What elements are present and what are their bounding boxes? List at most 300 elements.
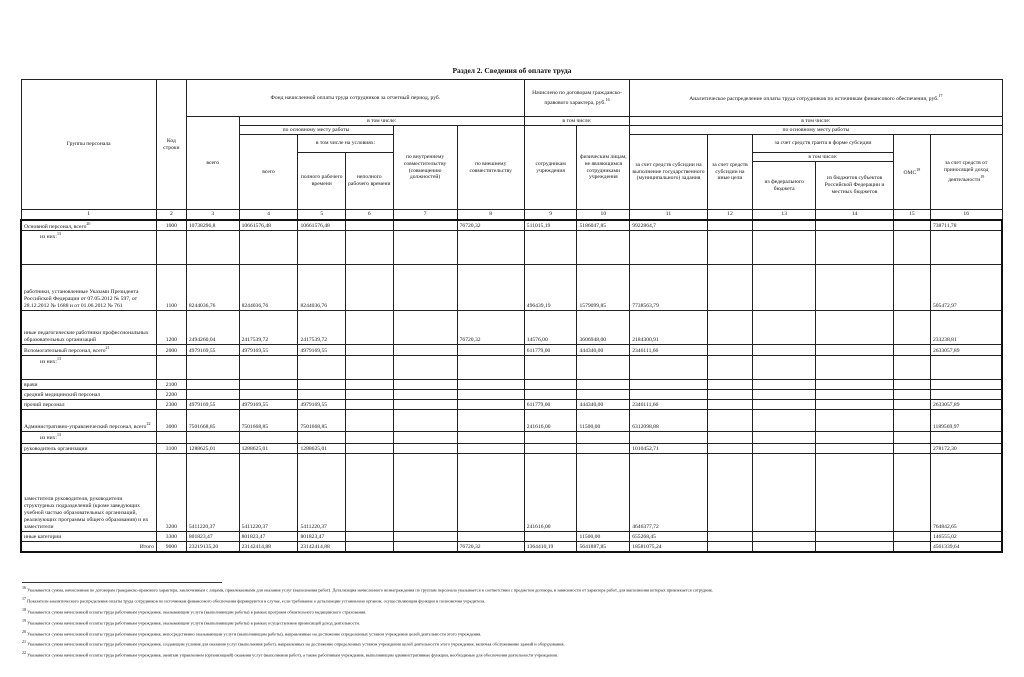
cell-col-3: 4979169,55 bbox=[186, 345, 239, 356]
cell-col-13 bbox=[753, 542, 816, 552]
header-analytic: Аналитическое распределение оплаты труда сотрудников по источникам финансового обеспечения, руб.$^{17}$ bbox=[630, 80, 1002, 117]
row-code: 2200 bbox=[156, 390, 186, 400]
cell-col-6 bbox=[346, 410, 394, 432]
table-row bbox=[21, 356, 1002, 380]
cell-col-4: 7501668,85 bbox=[239, 410, 298, 432]
cell-col-7 bbox=[393, 400, 457, 410]
cell-col-3 bbox=[186, 432, 239, 444]
table-row bbox=[21, 390, 1002, 400]
cell-col-15 bbox=[893, 454, 930, 532]
header-groups: Группы персонала bbox=[21, 80, 156, 210]
cell-col-6 bbox=[346, 400, 394, 410]
header-part-time: неполного рабочего времени bbox=[346, 153, 394, 210]
row-label: иные педагогические работники профессиональных образовательных организаций bbox=[21, 311, 156, 345]
column-number: 11 bbox=[630, 210, 708, 220]
cell-col-5: 4979169,55 bbox=[298, 345, 346, 356]
cell-col-12 bbox=[707, 542, 752, 552]
cell-col-5 bbox=[298, 390, 346, 400]
row-label: средний медицинский персонал bbox=[21, 390, 156, 400]
cell-col-4: 4979169,55 bbox=[239, 400, 298, 410]
cell-col-14 bbox=[816, 265, 894, 311]
cell-col-12 bbox=[707, 345, 752, 356]
row-label: врачи bbox=[21, 380, 156, 390]
header-code: Код строки bbox=[156, 80, 186, 210]
cell-col-14 bbox=[816, 311, 894, 345]
cell-col-3: 801823,47 bbox=[186, 532, 239, 542]
row-label: из них:$^{13}$ bbox=[21, 432, 156, 444]
cell-col-16 bbox=[930, 390, 1002, 400]
table-row bbox=[21, 444, 1002, 454]
cell-col-7 bbox=[393, 542, 457, 552]
footnote: $^{18}$ Указывается сумма начисленной оплаты труда работникам учреждения, оказывающим услуги (выполняющим работы) в рамках программ обязательного медицинского страхования. bbox=[22, 606, 367, 615]
cell-col-16 bbox=[930, 432, 1002, 444]
header-incl: в том числе: bbox=[239, 117, 524, 126]
cell-col-4 bbox=[239, 390, 298, 400]
cell-col-16: 505472,97 bbox=[930, 265, 1002, 311]
cell-col-13 bbox=[753, 444, 816, 454]
column-numbers-row bbox=[21, 210, 1002, 220]
cell-col-15 bbox=[893, 220, 930, 231]
cell-col-3 bbox=[186, 380, 239, 390]
cell-col-10: 11500,00 bbox=[577, 532, 630, 542]
column-number: 9 bbox=[524, 210, 577, 220]
header-federal: из федерального бюджета bbox=[753, 162, 816, 210]
footnote: $^{22}$ Указывается сумма начисленной оплаты труда работникам учреждения, занятым управлением (организацией) оказания услуг (выполнения работ), а также работникам учреждения, выполняющим административные функции, необходимые для обеспечения деятельности учреждения. bbox=[22, 650, 558, 658]
cell-col-11: 2346111,66 bbox=[630, 345, 708, 356]
cell-col-11 bbox=[630, 390, 708, 400]
cell-col-6 bbox=[346, 532, 394, 542]
cell-col-7 bbox=[393, 220, 457, 231]
cell-col-16: 764842,65 bbox=[930, 454, 1002, 532]
cell-col-10 bbox=[577, 432, 630, 444]
cell-col-13 bbox=[753, 231, 816, 265]
cell-col-10: 444340,00 bbox=[577, 345, 630, 356]
cell-col-5: 2417539,72 bbox=[298, 311, 346, 345]
cell-col-3: 2494260,04 bbox=[186, 311, 239, 345]
footnote: $^{16}$ Указывается сумма, начисленная по договорам гражданско-правового характера, заключенным с лицами, привлекаемыми для оказания услуг (выполнения работ). Детализация начисленного вознаграждения по группам персонала указывается в соответствии с предметом договора, в зависимости от характера работ, для выполнения которых привлекается сотрудник. bbox=[22, 585, 714, 593]
row-code: 2300 bbox=[156, 400, 186, 410]
header-incl-3: в том числе: bbox=[630, 117, 1002, 126]
cell-col-11: 4646377,72 bbox=[630, 454, 708, 532]
cell-col-11 bbox=[630, 231, 708, 265]
cell-col-7 bbox=[393, 390, 457, 400]
cell-col-9 bbox=[524, 231, 577, 265]
cell-col-15 bbox=[893, 345, 930, 356]
cell-col-9 bbox=[524, 380, 577, 390]
cell-col-4: 23142414,88 bbox=[239, 542, 298, 552]
cell-col-6 bbox=[346, 380, 394, 390]
cell-col-16: 738711,78 bbox=[930, 220, 1002, 231]
cell-col-3 bbox=[186, 356, 239, 380]
column-number: 1 bbox=[21, 210, 156, 220]
column-number: 13 bbox=[753, 210, 816, 220]
cell-col-6 bbox=[346, 220, 394, 231]
cell-col-6 bbox=[346, 265, 394, 311]
header-total-main: всего bbox=[239, 135, 298, 210]
header-internal: по внутреннему совместительству (совмещению должностей) bbox=[393, 126, 457, 210]
cell-col-9: 241616,00 bbox=[524, 454, 577, 532]
cell-col-6 bbox=[346, 454, 394, 532]
cell-col-14 bbox=[816, 410, 894, 432]
cell-col-10 bbox=[577, 390, 630, 400]
cell-col-11: 1010452,71 bbox=[630, 444, 708, 454]
cell-col-12 bbox=[707, 380, 752, 390]
table-row bbox=[21, 265, 1002, 311]
cell-col-9 bbox=[524, 356, 577, 380]
cell-col-16 bbox=[930, 356, 1002, 380]
salary-table bbox=[20, 79, 1003, 553]
row-code: 9000 bbox=[156, 542, 186, 552]
cell-col-14 bbox=[816, 231, 894, 265]
cell-col-6 bbox=[346, 390, 394, 400]
cell-col-12 bbox=[707, 432, 752, 444]
row-label: из них:$^{13}$ bbox=[21, 356, 156, 380]
header-grant: за счет средств гранта в форме субсидии bbox=[753, 135, 894, 153]
cell-col-8 bbox=[457, 345, 524, 356]
cell-col-14 bbox=[816, 390, 894, 400]
cell-col-13 bbox=[753, 432, 816, 444]
cell-col-8: 76720,32 bbox=[457, 311, 524, 345]
header-full-time: полного рабочего времени bbox=[298, 153, 346, 210]
cell-col-5: 10661576,48 bbox=[298, 220, 346, 231]
cell-col-7 bbox=[393, 231, 457, 265]
cell-col-3: 10738296,8 bbox=[186, 220, 239, 231]
column-number: 2 bbox=[156, 210, 186, 220]
cell-col-11 bbox=[630, 356, 708, 380]
cell-col-4: 4979169,55 bbox=[239, 345, 298, 356]
header-total: всего bbox=[186, 117, 239, 210]
section-title: Раздел 2. Сведения об оплате труда bbox=[452, 66, 572, 75]
cell-col-15 bbox=[893, 410, 930, 432]
footnotes bbox=[22, 582, 1002, 661]
cell-col-5 bbox=[298, 380, 346, 390]
cell-col-9: 511015,19 bbox=[524, 220, 577, 231]
cell-col-8: 76720,32 bbox=[457, 220, 524, 231]
cell-col-8 bbox=[457, 356, 524, 380]
cell-col-11: 7738563,79 bbox=[630, 265, 708, 311]
cell-col-9: 611779,00 bbox=[524, 345, 577, 356]
cell-col-7 bbox=[393, 265, 457, 311]
cell-col-4 bbox=[239, 432, 298, 444]
table-row bbox=[21, 532, 1002, 542]
cell-col-5: 7501668,85 bbox=[298, 410, 346, 432]
cell-col-8 bbox=[457, 390, 524, 400]
row-code: 3000 bbox=[156, 410, 186, 432]
row-code: 3300 bbox=[156, 532, 186, 542]
cell-col-4 bbox=[239, 231, 298, 265]
cell-col-7 bbox=[393, 410, 457, 432]
cell-col-14 bbox=[816, 356, 894, 380]
row-label: иные категории bbox=[21, 532, 156, 542]
column-number: 16 bbox=[930, 210, 1002, 220]
cell-col-9 bbox=[524, 390, 577, 400]
header-main-place-2: по основному месту работы bbox=[630, 126, 1002, 135]
cell-col-6 bbox=[346, 542, 394, 552]
cell-col-7 bbox=[393, 432, 457, 444]
cell-col-10 bbox=[577, 356, 630, 380]
cell-col-3: 23219135,20 bbox=[186, 542, 239, 552]
cell-col-10: 1579099,85 bbox=[577, 265, 630, 311]
cell-col-16: 4561339,64 bbox=[930, 542, 1002, 552]
table-row bbox=[21, 345, 1002, 356]
cell-col-8 bbox=[457, 400, 524, 410]
cell-col-14 bbox=[816, 220, 894, 231]
row-code bbox=[156, 231, 186, 265]
footnote-separator bbox=[22, 582, 222, 583]
cell-col-14 bbox=[816, 532, 894, 542]
cell-col-5: 23142414,88 bbox=[298, 542, 346, 552]
cell-col-4: 8244036,76 bbox=[239, 265, 298, 311]
cell-col-10 bbox=[577, 380, 630, 390]
footnote: $^{20}$ Указывается сумма начисленной оплаты труда работникам учреждения, непосредственно оказывающим услуги (выполняющим работы), направленные на достижение определенных уставом учреждения целей деятельности этого учреждения. bbox=[22, 628, 482, 636]
cell-col-4: 10661576,48 bbox=[239, 220, 298, 231]
cell-col-13 bbox=[753, 220, 816, 231]
cell-col-16: 2633057,89 bbox=[930, 400, 1002, 410]
cell-col-10: 5641887,85 bbox=[577, 542, 630, 552]
header-fund: Фонд начисленной оплаты труда сотрудников за отчетный период, руб. bbox=[186, 80, 524, 117]
cell-col-15 bbox=[893, 380, 930, 390]
row-label: руководитель организации bbox=[21, 444, 156, 454]
cell-col-15 bbox=[893, 231, 930, 265]
cell-col-14 bbox=[816, 454, 894, 532]
table-row bbox=[21, 231, 1002, 265]
cell-col-4: 5411220,37 bbox=[239, 454, 298, 532]
cell-col-5 bbox=[298, 356, 346, 380]
cell-col-4 bbox=[239, 380, 298, 390]
cell-col-4 bbox=[239, 356, 298, 380]
cell-col-8 bbox=[457, 432, 524, 444]
cell-col-7 bbox=[393, 311, 457, 345]
header-regional: из бюджетов субъектов Российской Федерации и местных бюджетов bbox=[816, 162, 894, 210]
cell-col-3 bbox=[186, 231, 239, 265]
row-code bbox=[156, 356, 186, 380]
header-main-place: по основному месту работы bbox=[239, 126, 393, 135]
cell-col-9 bbox=[524, 432, 577, 444]
cell-col-12 bbox=[707, 265, 752, 311]
cell-col-13 bbox=[753, 345, 816, 356]
footnote: $^{19}$ Указывается сумма начисленной оплаты труда работникам учреждения, оказывающим услуги (выполняющим работы) в рамках осуществления приносящей доход деятельности. bbox=[22, 617, 360, 626]
row-label: из них:$^{13}$ bbox=[21, 231, 156, 265]
cell-col-7 bbox=[393, 454, 457, 532]
cell-col-16: 1189569,97 bbox=[930, 410, 1002, 432]
cell-col-12 bbox=[707, 390, 752, 400]
cell-col-9 bbox=[524, 444, 577, 454]
cell-col-10: 5186047,85 bbox=[577, 220, 630, 231]
row-code: 2100 bbox=[156, 380, 186, 390]
cell-col-8 bbox=[457, 380, 524, 390]
cell-col-12 bbox=[707, 454, 752, 532]
table-row bbox=[21, 311, 1002, 345]
cell-col-8 bbox=[457, 231, 524, 265]
cell-col-12 bbox=[707, 311, 752, 345]
column-number: 14 bbox=[816, 210, 894, 220]
row-label: Административно-управленческий персонал, всего$^{22}$ bbox=[21, 410, 156, 432]
header-external: по внешнему совместительству bbox=[457, 126, 524, 210]
cell-col-11: 655268,45 bbox=[630, 532, 708, 542]
row-code: 3200 bbox=[156, 454, 186, 532]
cell-col-13 bbox=[753, 400, 816, 410]
header-subsidy-task: за счет средств субсидии на выполнение государственного (муниципального) задания bbox=[630, 135, 708, 210]
column-number: 12 bbox=[707, 210, 752, 220]
cell-col-9 bbox=[524, 532, 577, 542]
cell-col-6 bbox=[346, 311, 394, 345]
cell-col-15 bbox=[893, 356, 930, 380]
row-label: Вспомогательный персонал, всего$^{21}$ bbox=[21, 345, 156, 356]
cell-col-6 bbox=[346, 356, 394, 380]
cell-col-14 bbox=[816, 432, 894, 444]
cell-col-3: 8244036,76 bbox=[186, 265, 239, 311]
cell-col-15 bbox=[893, 444, 930, 454]
cell-col-16: 233238,81 bbox=[930, 311, 1002, 345]
cell-col-5: 1288625,01 bbox=[298, 444, 346, 454]
cell-col-7 bbox=[393, 380, 457, 390]
cell-col-15 bbox=[893, 265, 930, 311]
header-non-employees: физическим лицам, не являющимся сотрудниками учреждения bbox=[577, 126, 630, 210]
header-incl-grant: в том числе: bbox=[753, 153, 894, 162]
cell-col-16: 278172,30 bbox=[930, 444, 1002, 454]
cell-col-8 bbox=[457, 532, 524, 542]
cell-col-16: 146555,02 bbox=[930, 532, 1002, 542]
cell-col-12 bbox=[707, 400, 752, 410]
cell-col-15 bbox=[893, 400, 930, 410]
cell-col-16 bbox=[930, 380, 1002, 390]
table-row bbox=[21, 380, 1002, 390]
header-incl-cond: в том числе на условиях: bbox=[298, 135, 393, 153]
cell-col-13 bbox=[753, 532, 816, 542]
cell-col-6 bbox=[346, 231, 394, 265]
cell-col-4: 801823,47 bbox=[239, 532, 298, 542]
cell-col-13 bbox=[753, 265, 816, 311]
footnote: $^{21}$ Указывается сумма начисленной оплаты труда работникам учреждения, создающим условия для оказания услуг (выполнения работ), направленных на достижение определенных уставом учреждения целей деятельности этого учреждения, включая обслуживание зданий и оборудования. bbox=[22, 639, 565, 647]
table-row bbox=[21, 542, 1002, 552]
cell-col-14 bbox=[816, 345, 894, 356]
column-number: 5 bbox=[298, 210, 346, 220]
cell-col-3: 4979169,55 bbox=[186, 400, 239, 410]
cell-col-7 bbox=[393, 356, 457, 380]
cell-col-12 bbox=[707, 410, 752, 432]
cell-col-10 bbox=[577, 231, 630, 265]
row-code: 1200 bbox=[156, 311, 186, 345]
cell-col-8 bbox=[457, 410, 524, 432]
row-label: заместители руководителя, руководители структурных подразделений (кроме заведующих учебной частью образовательных организаций, реализующих программы общего образования) и их заместители bbox=[21, 454, 156, 532]
cell-col-10: 11500,00 bbox=[577, 410, 630, 432]
row-label: Итого bbox=[21, 542, 156, 552]
cell-col-4: 1288625,01 bbox=[239, 444, 298, 454]
cell-col-10 bbox=[577, 444, 630, 454]
cell-col-9: 496439,19 bbox=[524, 265, 577, 311]
cell-col-16 bbox=[930, 231, 1002, 265]
row-code: 3100 bbox=[156, 444, 186, 454]
cell-col-14 bbox=[816, 444, 894, 454]
table-row bbox=[21, 400, 1002, 410]
cell-col-10 bbox=[577, 454, 630, 532]
cell-col-7 bbox=[393, 345, 457, 356]
cell-col-9: 241616,00 bbox=[524, 410, 577, 432]
cell-col-6 bbox=[346, 345, 394, 356]
cell-col-11: 6312098,88 bbox=[630, 410, 708, 432]
column-number: 8 bbox=[457, 210, 524, 220]
table-row bbox=[21, 432, 1002, 444]
row-code bbox=[156, 432, 186, 444]
cell-col-5 bbox=[298, 231, 346, 265]
cell-col-9: 611779,00 bbox=[524, 400, 577, 410]
cell-col-9: 14576,00 bbox=[524, 311, 577, 345]
table-row bbox=[21, 220, 1002, 231]
cell-col-11: 2346111,66 bbox=[630, 400, 708, 410]
cell-col-11: 18581075,24 bbox=[630, 542, 708, 552]
row-code: 1100 bbox=[156, 265, 186, 311]
cell-col-14 bbox=[816, 380, 894, 390]
table-row bbox=[21, 454, 1002, 532]
cell-col-15 bbox=[893, 432, 930, 444]
cell-col-3: 7501668,85 bbox=[186, 410, 239, 432]
column-number: 7 bbox=[393, 210, 457, 220]
row-label: Основной персонал, всего$^{20}$ bbox=[21, 220, 156, 231]
cell-col-3: 5411220,37 bbox=[186, 454, 239, 532]
cell-col-11 bbox=[630, 432, 708, 444]
cell-col-15 bbox=[893, 311, 930, 345]
header-oms: ОМС$^{18}$ bbox=[893, 135, 930, 210]
cell-col-11: 9922864,7 bbox=[630, 220, 708, 231]
cell-col-12 bbox=[707, 220, 752, 231]
cell-col-4: 2417539,72 bbox=[239, 311, 298, 345]
cell-col-13 bbox=[753, 311, 816, 345]
column-number: 15 bbox=[893, 210, 930, 220]
cell-col-13 bbox=[753, 390, 816, 400]
row-code: 2000 bbox=[156, 345, 186, 356]
cell-col-8 bbox=[457, 265, 524, 311]
cell-col-14 bbox=[816, 400, 894, 410]
cell-col-5: 8244036,76 bbox=[298, 265, 346, 311]
cell-col-12 bbox=[707, 444, 752, 454]
cell-col-3 bbox=[186, 390, 239, 400]
cell-col-11: 2184300,91 bbox=[630, 311, 708, 345]
cell-col-8: 76720,32 bbox=[457, 542, 524, 552]
header-contracts: Начислено по договорам гражданско-правового характера, руб.$^{16}$ bbox=[524, 80, 629, 117]
cell-col-5: 801823,47 bbox=[298, 532, 346, 542]
cell-col-5: 4979169,55 bbox=[298, 400, 346, 410]
cell-col-13 bbox=[753, 380, 816, 390]
cell-col-5 bbox=[298, 432, 346, 444]
cell-col-12 bbox=[707, 532, 752, 542]
cell-col-13 bbox=[753, 410, 816, 432]
cell-col-5: 5411220,37 bbox=[298, 454, 346, 532]
header-employees: сотрудникам учреждения bbox=[524, 126, 577, 210]
header-income: за счет средств от приносящей доход деятельности$^{19}$ bbox=[930, 135, 1002, 210]
column-number: 4 bbox=[239, 210, 298, 220]
cell-col-15 bbox=[893, 542, 930, 552]
cell-col-13 bbox=[753, 356, 816, 380]
cell-col-9: 1364410,19 bbox=[524, 542, 577, 552]
cell-col-3: 1288625,01 bbox=[186, 444, 239, 454]
cell-col-14 bbox=[816, 542, 894, 552]
cell-col-10: 444340,00 bbox=[577, 400, 630, 410]
cell-col-6 bbox=[346, 444, 394, 454]
header-incl-2: в том числе: bbox=[524, 117, 629, 126]
row-code: 1000 bbox=[156, 220, 186, 231]
header-subsidy-other: за счет средств субсидии на иные цели bbox=[707, 135, 752, 210]
cell-col-16: 2633057,89 bbox=[930, 345, 1002, 356]
cell-col-7 bbox=[393, 444, 457, 454]
column-number: 6 bbox=[346, 210, 394, 220]
row-label: прочий персонал bbox=[21, 400, 156, 410]
cell-col-8 bbox=[457, 454, 524, 532]
cell-col-8 bbox=[457, 444, 524, 454]
cell-col-12 bbox=[707, 356, 752, 380]
cell-col-15 bbox=[893, 532, 930, 542]
table-row bbox=[21, 410, 1002, 432]
column-number: 10 bbox=[577, 210, 630, 220]
